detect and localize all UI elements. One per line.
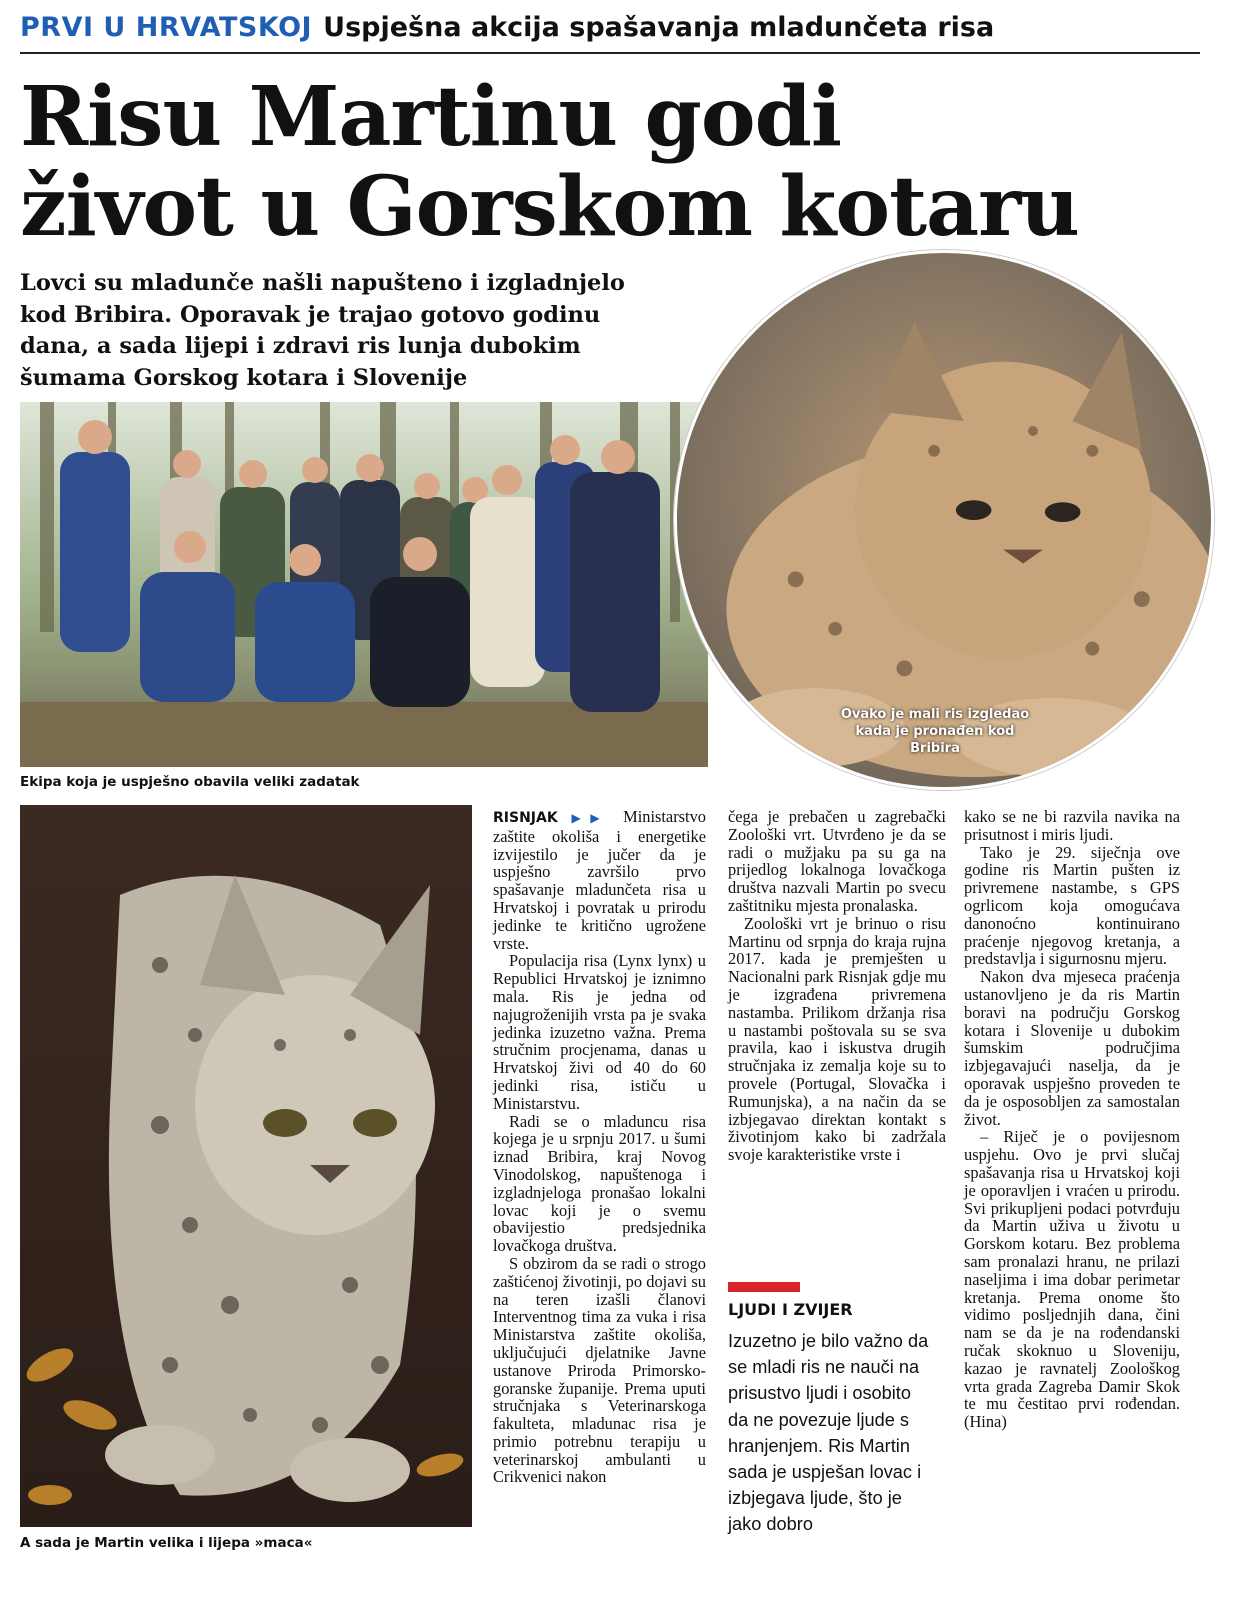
article-paragraph: Radi se o mladuncu risa kojega je u srpnju 2017. u šumi iznad Bribira, kraj Novog Vinodolskog, napuštenoga i izgladnjeloga pronašao lokalni lovac koji je o svemu obavijestio predsjednika lovačkoga društva. bbox=[493, 1111, 706, 1256]
article-paragraph: Populacija risa (Lynx lynx) u Republici Hrvatskoj je iznimno mala. Ris je jedna od najugroženijih vrsta pa je svaka jedinka izuzetno važna. Prema stručnim procjenama, danas u Hrvatskoj živi od 40 do 60 jedinki risa, ističu u Ministarstvu. bbox=[493, 951, 706, 1113]
headline-line: Risu Martinu godi bbox=[20, 69, 842, 165]
box-accent-bar bbox=[728, 1282, 800, 1292]
box-line: izbjegava ljude, što je bbox=[728, 1488, 902, 1509]
martin-photo-caption: A sada je Martin velika i lijepa »maca« bbox=[20, 1535, 313, 1551]
lead-line: kod Bribira. Oporavak je trajao gotovo godinu bbox=[20, 301, 601, 328]
box-line: sada je uspješan lovac i bbox=[728, 1462, 922, 1483]
box-line: prisustvo ljudi i osobito bbox=[728, 1383, 911, 1404]
dateline: RISNJAK bbox=[493, 810, 558, 826]
article-paragraph: Zoološki vrt je brinuo o risu Martinu od srpnja do kraja rujna 2017. kada je premješten u Nacionalni park Risnjak gdje mu je izgrađena privremena nastamba. Prilikom držanja risa u nastambi poštovala su se sva pravila, kao i iskustva drugih stručnjaka iz zemalja koje su to provele (Portugal, Slovačka i Rumunjska), a na način da se izbjegavao direktan kontakt s životinjom kako bi zadržala svoje karakteristike vrste i bbox=[728, 913, 946, 1165]
box-line: hranjenjem. Ris Martin bbox=[728, 1435, 910, 1456]
team-photo bbox=[20, 402, 708, 767]
team-photo-illustration bbox=[20, 402, 708, 767]
section-kicker bbox=[20, 12, 1200, 54]
box-line: da ne povezuje ljude s bbox=[728, 1409, 909, 1430]
cub-photo-caption: Ovako je mali ris izgledao kada je pronađen kod Bribira bbox=[840, 707, 1030, 756]
article-paragraph: čega je prebačen u zagrebački Zoološki vrt. Utvrđeno je da se radi o mužjaku pa su ga na prijedlog lokalnoga lovačkoga društva nazvali Martin po svecu zaštitniku mjesta pronalaska. bbox=[728, 807, 946, 915]
box-line: se mladi ris ne nauči na bbox=[728, 1357, 920, 1378]
adult-lynx-illustration bbox=[20, 805, 472, 1527]
box-line: Izuzetno je bilo važno da bbox=[728, 1331, 929, 1351]
kicker-label: PRVI U HRVATSKOJ bbox=[20, 12, 313, 43]
lead-paragraph bbox=[20, 268, 700, 394]
article-paragraph bbox=[493, 808, 706, 952]
box-text bbox=[728, 1328, 946, 1538]
box-line: jako dobro bbox=[728, 1514, 813, 1535]
kicker-text: Uspješna akcija spašavanja mladunčeta risa bbox=[323, 12, 995, 43]
article-text: Ministarstvo zaštite okoliša i energetike izvijestilo je jučer da je uspješno završilo prvo spašavanje mladunčeta risa u Hrvatskoj i povratak u prirodu jedinke te kritično ugrožene vrste. bbox=[493, 807, 706, 953]
article-column-2 bbox=[728, 808, 946, 1164]
article-paragraph: Tako je 29. siječnja ove godine ris Martin pušten iz privremene nastambe, s GPS ogrlicom koja omogućava danonoćno kontinuirano praćenje njegovog kretanja, a predstavlja i sigurnosnu mjeru. bbox=[964, 842, 1180, 969]
article-paragraph: kako se ne bi razvila navika na prisutnost i miris ljudi. bbox=[964, 807, 1180, 844]
article-paragraph: S obzirom da se radi o strogo zaštićenoj životinji, po dojavi su na teren izašli članovi Interventnog tima za vuka i risa Ministarstva zaštite okoliša, uključujući djelatnike Javne ustanove Priroda Primorsko-goranske županije. Prema uputi stručnjaka s Veterinarskoga fakulteta, mladunac risa je primio potrebnu terapiju u veterinarskoj ambulanti u Crikvenici nakon bbox=[493, 1253, 706, 1487]
lead-line: šumama Gorskog kotara i Slovenije bbox=[20, 364, 468, 391]
lead-line: dana, a sada lijepi i zdravi ris lunja dubokim bbox=[20, 333, 581, 359]
headline-line: život u Gorskom kotaru bbox=[20, 159, 1079, 255]
headline bbox=[20, 69, 1210, 255]
lead-line: Lovci su mladunče našli napušteno i izgladnjelo bbox=[20, 270, 625, 296]
article-paragraph: Nakon dva mjeseca praćenja ustanovljeno je da ris Martin boravi na području Gorskog kotara i Slovenije u dubokim šumskim područjima izbjegavajući naselja, da je oporavak uspješno proveden te da je osposobljen za samostalan život. bbox=[964, 967, 1180, 1129]
article-column-1 bbox=[493, 808, 706, 1486]
box-title: LJUDI I ZVIJER bbox=[728, 1300, 853, 1319]
team-photo-caption: Ekipa koja je uspješno obavila veliki zadatak bbox=[20, 774, 360, 790]
martin-photo bbox=[20, 805, 472, 1527]
double-chevron-icon: ▶▶ bbox=[571, 811, 610, 825]
article-column-3 bbox=[964, 808, 1180, 1431]
article-paragraph: – Riječ je o povijesnom uspjehu. Ovo je prvi slučaj spašavanja risa u Hrvatskoj koji je oporavljen i vraćen u prirodu. Svi prikupljeni podaci potvrđuju da Martin uživa u životu u Gorskom kotaru. Bez problema sam pronalazi hranu, ne prilazi naseljima i ima dobar perimetar kretanja. Prema onome što vidimo posljednjih dana, čini nam se da je na rođendanski ručak skoknuo u Sloveniju, kazao je ravnatelj Zoološkog vrta grada Zagreba Damir Skok te mu čestitao prvi rođendan. (Hina) bbox=[964, 1127, 1180, 1432]
